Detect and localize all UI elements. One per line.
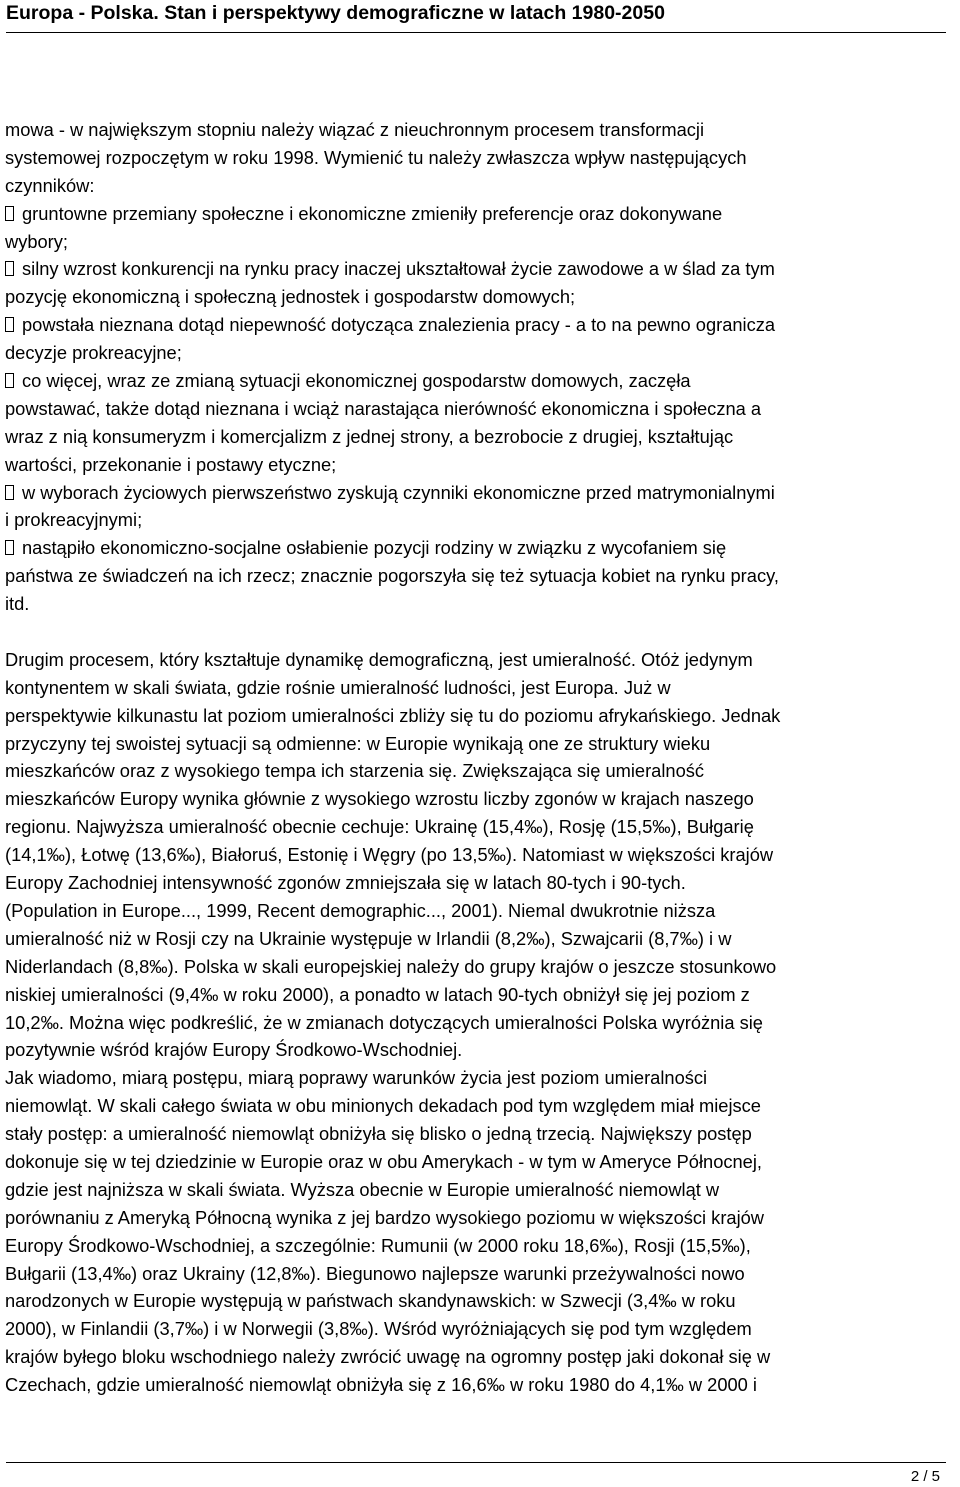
page-number: 2 / 5 (910, 1468, 940, 1485)
text-line: wartości, przekonanie i postawy etyczne; (5, 453, 337, 475)
text-line: narodzonych w Europie występują w państwach skandynawskich: w Szwecji (3,4‰ w roku (5, 1290, 736, 1312)
bullet-line (5, 200, 953, 228)
text-line: mowa - w największym stopniu należy wiązać z nieuchronnym procesem transformacji (5, 119, 705, 140)
bullet-glyph-icon (5, 540, 14, 555)
document-title: Europa - Polska. Stan i perspektywy demograficzne w latach 1980-2050 (6, 2, 665, 24)
bullet-text: co więcej, wraz ze zmianą sytuacji ekonomicznej gospodarstw domowych, zaczęła (22, 370, 691, 392)
text-line: i prokreacyjnymi; (5, 509, 143, 531)
page-footer (6, 1462, 946, 1485)
bullet-text: silny wzrost konkurencji na rynku pracy inaczej ukształtował życie zawodowe a w ślad za tym (22, 258, 775, 280)
text-line: itd. (5, 593, 30, 615)
text-line: stały postęp: a umieralność niemowląt obniżyła się blisko o jedną trzecią. Największy postęp (5, 1123, 752, 1145)
bullet-text: gruntowne przemiany społeczne i ekonomiczne zmieniły preferencje oraz dokonywane (22, 202, 723, 224)
bullet-text: powstała nieznana dotąd niepewność dotycząca znalezienia pracy - a to na pewno ogranicza (22, 314, 776, 336)
text-line: Bułgarii (13,4‰) oraz Ukrainy (12,8‰). Biegunowo najlepsze warunki przeżywalności nowo (5, 1262, 745, 1284)
bullet-text: w wyborach życiowych pierwszeństwo zyskują czynniki ekonomiczne przed matrymonialnymi (22, 481, 775, 503)
text-line: krajów byłego bloku wschodniego należy zwrócić uwagę na ogromny postęp jaki dokonał się w (5, 1346, 771, 1368)
bullet-glyph-icon (5, 206, 14, 221)
text-line: (14,1‰), Łotwę (13,6‰), Białoruś, Estonię i Węgry (po 13,5‰). Natomiast w większości krajów (5, 844, 774, 866)
text-line: Europy Zachodniej intensywność zgonów zmniejszała się w latach 80-tych i 90-tych. (5, 872, 686, 894)
bullet-line (5, 311, 953, 339)
page-header (6, 0, 946, 33)
bullet-line (5, 534, 953, 562)
text-line: pozycję ekonomiczną i społeczną jednostek i gospodarstw domowych; (5, 286, 576, 308)
text-line: dokonuje się w tej dziedzinie w Europie oraz w obu Amerykach - w tym w Ameryce Północnej, (5, 1150, 762, 1172)
text-line: Drugim procesem, który kształtuje dynamikę demograficzną, jest umieralność. Otóż jedynym (5, 648, 753, 670)
text-line: wybory; (5, 230, 68, 252)
text-line: umieralność niż w Rosji czy na Ukrainie występuje w Irlandii (8,2‰), Szwajcarii (8,7‰) i w (5, 927, 732, 949)
text-line: mieszkańców Europy wynika głównie z wysokiego wzrostu liczby zgonów w krajach naszego (5, 788, 754, 810)
text-line: kontynentem w skali świata, gdzie rośnie umieralność ludności, jest Europa. Już w (5, 676, 671, 698)
bullet-text: nastąpiło ekonomiczno-socjalne osłabienie pozycji rodziny w związku z wycofaniem się (22, 537, 727, 559)
text-line: perspektywie kilkunastu lat poziom umieralności zbliży się tu do poziomu afrykańskiego. Jednak (5, 704, 781, 726)
text-line: niskiej umieralności (9,4‰ w roku 2000), a ponadto w latach 90-tych obniżył się jej poziom z (5, 983, 750, 1005)
text-line: czynników: (5, 174, 95, 196)
text-line: 10,2‰. Można więc podkreślić, że w zmianach dotyczących umieralności Polska wyróżnia się (5, 1011, 763, 1033)
text-line: mieszkańców oraz z wysokiego tempa ich starzenia się. Zwiększająca się umieralność (5, 760, 705, 782)
text-line: przyczyny tej swoistej sytuacji są odmienne: w Europie wynikają one ze struktury wieku (5, 732, 711, 754)
bullet-line (5, 479, 953, 507)
text-line: niemowląt. W skali całego świata w obu minionych dekadach pod tym względem miał miejsce (5, 1095, 761, 1117)
bullet-glyph-icon (5, 485, 14, 500)
bullet-glyph-icon (5, 261, 14, 276)
text-line: Jak wiadomo, miarą postępu, miarą poprawy warunków życia jest poziom umieralności (5, 1067, 708, 1089)
text-line: państwa ze świadczeń na ich rzecz; znacznie pogorszyła się też sytuacja kobiet na rynku pracy, (5, 565, 779, 587)
bullet-line (5, 255, 953, 283)
text-line: (Population in Europe..., 1999, Recent demographic..., 2001). Niemal dwukrotnie niższa (5, 899, 716, 921)
text-line: regionu. Najwyższa umieralność obecnie cechuje: Ukrainę (15,4‰), Rosję (15,5‰), Bułgarię (5, 816, 754, 838)
text-line: 2000), w Finlandii (3,7‰) i w Norwegii (3,8‰). Wśród wyróżniających się pod tym względem (5, 1318, 752, 1340)
text-line: powstawać, także dotąd nieznana i wciąż narastająca nierówność ekonomiczna i społeczna a (5, 397, 762, 419)
bullet-glyph-icon (5, 373, 14, 388)
bullet-glyph-icon (5, 317, 14, 332)
text-line: gdzie jest najniższa w skali świata. Wyższa obecnie w Europie umieralność niemowląt w (5, 1178, 720, 1200)
text-line: Europy Środkowo-Wschodniej, a szczególnie: Rumunii (w 2000 roku 18,6‰), Rosji (15,5‰), (5, 1234, 751, 1256)
text-line: systemowej rozpoczętym w roku 1998. Wymienić tu należy zwłaszcza wpływ następujących (5, 146, 747, 168)
text-line: Czechach, gdzie umieralność niemowląt obniżyła się z 16,6‰ w roku 1980 do 4,1‰ w 2000 i (5, 1374, 757, 1396)
text-line: porównaniu z Ameryką Północną wynika z jej bardzo wysokiego poziomu w większości krajów (5, 1206, 765, 1228)
text-line: wraz z nią konsumeryzm i komercjalizm z jednej strony, a bezrobocie z drugiej, kształtując (5, 425, 734, 447)
document-body (5, 116, 953, 1399)
text-line: pozytywnie wśród krajów Europy Środkowo-Wschodniej. (5, 1039, 463, 1061)
text-line: Niderlandach (8,8‰). Polska w skali europejskiej należy do grupy krajów o jeszcze stosunkowo (5, 955, 777, 977)
text-line: decyzje prokreacyjne; (5, 342, 182, 364)
paragraph-gap (5, 618, 953, 646)
bullet-line (5, 367, 953, 395)
